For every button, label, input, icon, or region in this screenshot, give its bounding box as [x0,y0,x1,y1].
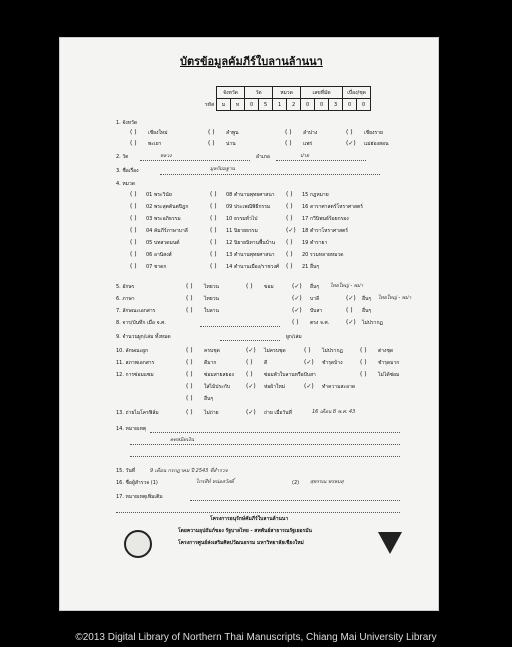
category-option: 16 ดาราศาสตร์โหราศาสตร์ [302,204,363,210]
province-option: ลำพูน [226,130,239,136]
field-doctype-label: 7. ลักษณะเอกสาร [116,308,156,314]
code-cell: 0 [301,99,315,111]
field-category-label: 4. หมวด [116,181,136,187]
code-header: จังหวัด [217,87,245,99]
doctype-option: ใบลาน [204,308,219,314]
province-option: น่าน [226,141,236,147]
code-cell: 0 [315,99,329,111]
code-cell: 1 [273,99,287,111]
dotted-line [130,444,400,445]
temple-value: หลวง [160,153,172,159]
checkbox[interactable]: ( ) [286,203,293,210]
microfilm-option: ไม่ถ่าย [204,410,219,416]
language-option: อื่นๆ [362,296,372,302]
code-table-blank [203,87,217,99]
category-option: 05 บทสวดมนต์ [146,240,180,246]
checkbox-checked[interactable]: (✓) [346,319,356,326]
checkbox[interactable]: ( ) [210,203,217,210]
dotted-line [190,500,400,501]
field-inscribed-label: 8. จาร/บันทึก เมื่อ จ.ศ. [116,320,166,326]
category-option: 06 อานิสงส์ [146,252,172,258]
amphoe-value: ปาย [300,153,309,159]
code-cell: 5 [259,99,273,111]
checkbox[interactable]: ( ) [210,251,217,258]
condition-option: ชำรุดบ้าง [322,360,343,366]
checkbox-checked[interactable]: (✓) [292,283,302,290]
copyright-footer: ©2013 Digital Library of Northern Thai Manuscripts, Chiang Mai University Library [75,632,437,643]
manuscript-card [60,38,438,610]
count-unit: ผูก/เล่ม [286,334,302,340]
category-option: 09 ประเพณีพิธีกรรม [226,204,271,210]
checkbox[interactable]: ( ) [210,227,217,234]
category-option: 04 คัมภีร์ภาษาบาลี [146,228,188,234]
checkbox[interactable]: ( ) [286,263,293,270]
surveyor-2: สุพรรณ พรหมสุ [310,479,344,485]
amphoe-label: อำเภอ [256,154,270,160]
checkbox[interactable]: ( ) [130,263,137,270]
checkbox-checked[interactable]: (✓) [246,383,256,390]
checkbox[interactable]: ( ) [130,251,137,258]
code-header: หมวด [273,87,301,99]
card-title: บัตรข้อมูลคัมภีร์ใบลานล้านนา [180,55,323,68]
field-bundle-label: 10. ลักษณะผูก [116,348,149,354]
checkbox[interactable]: ( ) [130,129,137,136]
checkbox-checked[interactable]: (✓) [304,359,314,366]
checkbox[interactable]: ( ) [210,191,217,198]
german-eagle-icon [378,532,402,554]
checkbox[interactable]: ( ) [346,129,353,136]
inscribed-option: ตรง จ.ศ. [310,320,330,326]
checkbox[interactable]: ( ) [186,409,193,416]
condition-option: ชำรุดมาก [378,360,400,366]
title-value: มูลกัมมฐาน [210,166,235,172]
checkbox-checked[interactable]: (✓) [246,347,256,354]
checkbox[interactable]: ( ) [186,395,193,402]
dotted-line [140,160,250,161]
university-seal-icon [124,530,152,558]
dotted-line [116,512,400,513]
condition-option: ดีมาก [204,360,217,366]
project-line-1: โครงการอนุรักษ์คัมภีร์ใบลานล้านนา [210,516,289,522]
script-option: ไทยวน [204,284,219,290]
checkbox[interactable]: ( ) [130,215,137,222]
code-cell: 2 [287,99,301,111]
checkbox-checked[interactable]: (✓) [286,227,296,234]
checkbox[interactable]: ( ) [130,203,137,210]
category-option: 19 ตำรายา [302,240,328,246]
checkbox[interactable]: ( ) [292,319,299,326]
checkbox[interactable]: ( ) [210,239,217,246]
checkbox[interactable]: ( ) [286,239,293,246]
category-option: 18 ตำราโหราศาสตร์ [302,228,348,234]
bundle-option: ครบชุด [204,348,220,354]
language-option: บาลี [310,296,320,302]
code-table [203,86,371,111]
repair-option: อื่นๆ [204,396,214,402]
checkbox[interactable]: ( ) [246,371,253,378]
condition-option: ดี [264,360,268,366]
field-title-label: 3. ชื่อเรื่อง [116,168,139,174]
province-option: แพร่ [303,141,313,147]
province-option: ลำปาง [303,130,318,136]
category-option: 08 ตำนานพุทธศาสนา [226,192,275,198]
bundle-option: ต่างชุด [378,348,394,354]
language-handwritten: ไทยใหญ่ - พม่า [378,295,412,301]
checkbox-checked[interactable]: (✓) [292,295,302,302]
category-option: 20 รวมหลายหมวด [302,252,344,258]
checkbox-checked[interactable]: (✓) [246,409,256,416]
code-cell: ห [231,99,245,111]
remark-handwritten: คดหมิดเงิน [170,437,194,443]
field-remark-label: 14. หมายเหตุ [116,426,147,432]
field-count-label: 9. จำนวนผูก/เล่ม ทั้งหมด [116,334,171,340]
dotted-line [150,432,400,433]
repair-option: ซ่อมสายสยอง [204,372,234,378]
checkbox[interactable]: ( ) [186,359,193,366]
bundle-option: ไม่ปรากฏ [322,348,343,354]
inscribed-option: ไม่ปรากฏ [362,320,383,326]
code-cell: 0 [245,99,259,111]
repair-option: ทำความสะอาด [322,384,356,390]
province-option: แม่ฮ่องสอน [364,141,389,147]
field-date-label: 15. วันที่ [116,468,136,474]
checkbox-checked[interactable]: (✓) [292,307,302,314]
checkbox-checked[interactable]: (✓) [346,140,356,147]
code-header: วัด [245,87,273,99]
code-cell: ม [217,99,231,111]
checkbox[interactable]: ( ) [360,359,367,366]
checkbox[interactable]: ( ) [246,359,253,366]
doctype-option: อื่นๆ [362,308,372,314]
script-option: ขอม [264,284,274,290]
category-option: 21 อื่นๆ [302,264,320,270]
category-option: 02 พระสุตตันตปิฎก [146,204,189,210]
category-option: 15 กฎหมาย [302,192,329,198]
dotted-line [160,174,380,175]
dotted-line [276,160,366,161]
category-option: 10 ธรรมทั่วไป [226,216,258,222]
category-option: 07 ชาดก [146,264,167,270]
repair-option: ซ่อมตัวใบลานหรือปับสา [264,372,316,378]
checkbox[interactable]: ( ) [210,263,217,270]
survey-date: 9 เดือน กรกฎาคม ปี 2543 ที่สำรวจ [150,468,228,474]
checkbox-checked[interactable]: (✓) [346,295,356,302]
checkbox[interactable]: ( ) [346,307,353,314]
code-header: เบื่อง/ชุด [343,87,371,99]
microfilm-date: 16 เดือน 8 พ.ศ. 43 [312,409,356,415]
category-option: 03 พระอภิธรรม [146,216,181,222]
checkbox[interactable]: ( ) [186,307,193,314]
category-option: 11 นิยายธรรม [226,228,258,234]
checkbox[interactable]: ( ) [208,140,215,147]
doctype-option: ปับสา [310,308,323,314]
checkbox[interactable]: ( ) [186,371,193,378]
field-condition-label: 11. สภาพเอกสาร [116,360,155,366]
category-option: 01 พระวินัย [146,192,172,198]
code-header: เลขที่มัด [301,87,343,99]
checkbox[interactable]: ( ) [130,191,137,198]
script-handwritten: ไทยใหญ่ - พม่า [330,283,364,289]
field-language-label: 6. ภาษา [116,296,135,302]
category-option: 17 กวีนิพนธ์ร้อยกรอง [302,216,349,222]
bundle-option: ไม่ครบชุด [264,348,286,354]
checkbox[interactable]: ( ) [186,383,193,390]
code-row-label: รหัส [205,101,215,108]
field-temple-label: 2. วัด [116,154,129,160]
field-province-label: 1. จังหวัด [116,120,138,126]
checkbox[interactable]: ( ) [286,251,293,258]
code-cell: 0 [343,99,357,111]
category-option: 12 นิยายนิทานพื้นบ้าน [226,240,276,246]
field-repair-label: 12. การซ่อมแซม [116,372,154,378]
province-option: เชียงใหม่ [148,130,168,136]
province-option: เชียงราย [364,130,383,136]
language-option: ไทยวน [204,296,219,302]
checkbox[interactable]: ( ) [304,347,311,354]
field-script-label: 5. อักษร [116,284,135,290]
checkbox[interactable]: ( ) [208,129,215,136]
checkbox[interactable]: ( ) [286,215,293,222]
category-option: 13 ตำนานพุทธศาสนา [226,252,275,258]
code-cell: 0 [357,99,371,111]
checkbox[interactable]: ( ) [286,191,293,198]
checkbox[interactable]: ( ) [130,140,137,147]
repair-option: ไม่ได้ซ่อม [378,372,400,378]
repair-option: ห่อผ้าใหม่ [264,384,286,390]
dotted-line [200,326,280,327]
project-line-2: โดยความอุปถัมภ์ของ รัฐบาลไทย - สหพันธ์สาธารณรัฐเยอรมัน [178,528,312,534]
dotted-line [130,456,400,457]
code-cell: 3 [329,99,343,111]
checkbox[interactable]: ( ) [210,215,217,222]
dotted-line [220,340,280,341]
checkbox[interactable]: ( ) [186,347,193,354]
checkbox[interactable]: ( ) [186,295,193,302]
checkbox-checked[interactable]: (✓) [304,383,314,390]
field-extra-label: 17. หมายเหตุเพิ่มเติม [116,494,163,500]
checkbox[interactable]: ( ) [360,371,367,378]
province-option: พะเยา [148,141,162,147]
checkbox[interactable]: ( ) [186,283,193,290]
field-microfilm-label: 13. ถ่ายไมโครฟิล์ม [116,410,159,416]
surveyor-1: ไกรสีห์ หน่อสวัสดิ์ [196,479,235,485]
repair-option: ใส่ไม้ประกับ [204,384,231,390]
checkbox[interactable]: ( ) [246,283,253,290]
checkbox[interactable]: ( ) [285,140,292,147]
microfilm-option: ถ่าย เมื่อวันที่ [264,410,292,416]
checkbox[interactable]: ( ) [130,227,137,234]
field-surveyor-label: 16. ชื่อผู้สำรวจ (1) [116,480,158,486]
project-line-3: โครงการศูนย์ส่งเสริมศิลปวัฒนธรรม มหาวิทยาลัยเชียงใหม่ [178,540,304,546]
checkbox[interactable]: ( ) [130,239,137,246]
category-option: 14 ตำนานเมือง/ราชวงศ์ [226,264,280,270]
checkbox[interactable]: ( ) [360,347,367,354]
surveyor-2-label: (2) [292,480,300,486]
checkbox[interactable]: ( ) [285,129,292,136]
script-option: อื่นๆ [310,284,320,290]
